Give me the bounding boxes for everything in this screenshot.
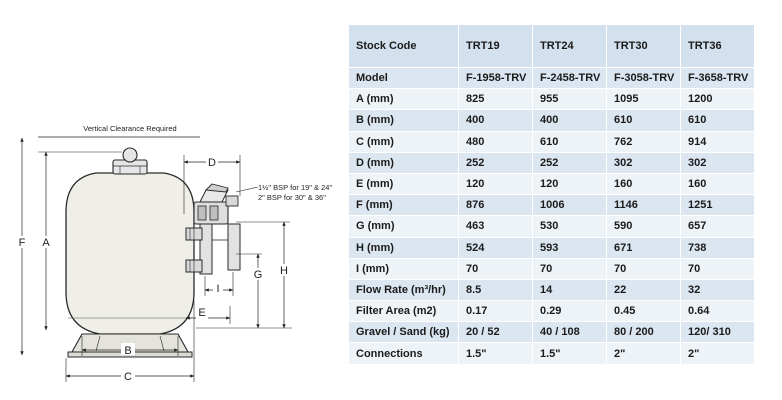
header-model: TRT19: [459, 25, 533, 68]
table-cell: 593: [533, 237, 607, 258]
table-cell: 252: [533, 152, 607, 173]
dimension-d-label: D: [208, 157, 216, 169]
table-cell: 1095: [607, 89, 681, 110]
table-row: [349, 131, 755, 152]
table-cell: 22: [607, 279, 681, 300]
header-model: TRT30: [607, 25, 681, 68]
table-cell: F-3658-TRV: [681, 68, 755, 89]
table-row: [349, 152, 755, 173]
vertical-clearance-label: Vertical Clearance Required: [83, 124, 177, 133]
dimension-e-label: E: [198, 307, 206, 319]
table-cell: 1146: [607, 195, 681, 216]
table-row: [349, 195, 755, 216]
row-label: C (mm): [349, 131, 459, 152]
table-cell: 610: [681, 110, 755, 131]
row-label: Model: [349, 68, 459, 89]
table-cell: 738: [681, 237, 755, 258]
filter-tank: [66, 148, 194, 334]
row-label: Filter Area (m2): [349, 301, 459, 322]
table-cell: 1251: [681, 195, 755, 216]
table-cell: 657: [681, 216, 755, 237]
row-label: G (mm): [349, 216, 459, 237]
table-cell: 40 / 108: [533, 322, 607, 343]
table-cell: 70: [607, 258, 681, 279]
row-label: H (mm): [349, 237, 459, 258]
table-cell: F-3058-TRV: [607, 68, 681, 89]
table-cell: 32: [681, 279, 755, 300]
table-cell: 876: [459, 195, 533, 216]
dimension-c-label: C: [124, 371, 132, 383]
table-cell: 524: [459, 237, 533, 258]
row-label: A (mm): [349, 89, 459, 110]
row-label: E (mm): [349, 173, 459, 194]
table-cell: 1.5": [459, 343, 533, 364]
table-row: [349, 68, 755, 89]
table-cell: 160: [681, 173, 755, 194]
dimension-i-label: I: [216, 283, 220, 295]
table-row: [349, 343, 755, 364]
table-cell: 70: [681, 258, 755, 279]
table-cell: 762: [607, 131, 681, 152]
table-cell: F-1958-TRV: [459, 68, 533, 89]
table-cell: F-2458-TRV: [533, 68, 607, 89]
dimension-h-label: H: [280, 265, 288, 277]
table-cell: 610: [607, 110, 681, 131]
header-model: TRT36: [681, 25, 755, 68]
specification-table: [348, 24, 755, 365]
table-cell: 400: [459, 110, 533, 131]
table-cell: 610: [533, 131, 607, 152]
row-label: F (mm): [349, 195, 459, 216]
filter-dimension-diagram: [0, 0, 345, 400]
table-cell: 530: [533, 216, 607, 237]
dimension-g-label: G: [253, 269, 263, 281]
row-label: D (mm): [349, 152, 459, 173]
port-size-label-2: 2" BSP for 30" & 36": [258, 193, 326, 202]
table-cell: 80 / 200: [607, 322, 681, 343]
table-row: [349, 258, 755, 279]
table-cell: 302: [681, 152, 755, 173]
table-cell: 463: [459, 216, 533, 237]
port-size-label-1: 1½" BSP for 19" & 24": [258, 183, 333, 192]
header-label: Stock Code: [349, 25, 459, 68]
table-row: [349, 279, 755, 300]
table-cell: 14: [533, 279, 607, 300]
table-row: [349, 89, 755, 110]
table-cell: 2": [607, 343, 681, 364]
table-cell: 120: [533, 173, 607, 194]
table-row: [349, 173, 755, 194]
table-cell: 1200: [681, 89, 755, 110]
row-label: Connections: [349, 343, 459, 364]
table-cell: 0.17: [459, 301, 533, 322]
table-header-row: [349, 25, 755, 68]
table-row: [349, 237, 755, 258]
row-label: Flow Rate (m³/hr): [349, 279, 459, 300]
table-cell: 955: [533, 89, 607, 110]
table-cell: 0.45: [607, 301, 681, 322]
dimension-b-label: B: [124, 345, 132, 357]
table-cell: 914: [681, 131, 755, 152]
table-cell: 825: [459, 89, 533, 110]
row-label: B (mm): [349, 110, 459, 131]
table-row: [349, 110, 755, 131]
table-cell: 480: [459, 131, 533, 152]
table-cell: 0.64: [681, 301, 755, 322]
row-label: Gravel / Sand (kg): [349, 322, 459, 343]
table-row: [349, 216, 755, 237]
table-cell: 2": [681, 343, 755, 364]
table-cell: 1006: [533, 195, 607, 216]
row-label: I (mm): [349, 258, 459, 279]
table-cell: 120: [459, 173, 533, 194]
dimension-f-label: F: [18, 237, 26, 249]
dimension-a-label: A: [42, 237, 50, 249]
table-cell: 20 / 52: [459, 322, 533, 343]
table-cell: 120/ 310: [681, 322, 755, 343]
table-cell: 0.29: [533, 301, 607, 322]
table-cell: 1.5": [533, 343, 607, 364]
table-cell: 400: [533, 110, 607, 131]
table-cell: 671: [607, 237, 681, 258]
table-row: [349, 301, 755, 322]
table-row: [349, 322, 755, 343]
header-model: TRT24: [533, 25, 607, 68]
table-cell: 160: [607, 173, 681, 194]
table-cell: 70: [459, 258, 533, 279]
table-cell: 252: [459, 152, 533, 173]
table-cell: 8.5: [459, 279, 533, 300]
table-cell: 590: [607, 216, 681, 237]
table-cell: 302: [607, 152, 681, 173]
table-cell: 70: [533, 258, 607, 279]
